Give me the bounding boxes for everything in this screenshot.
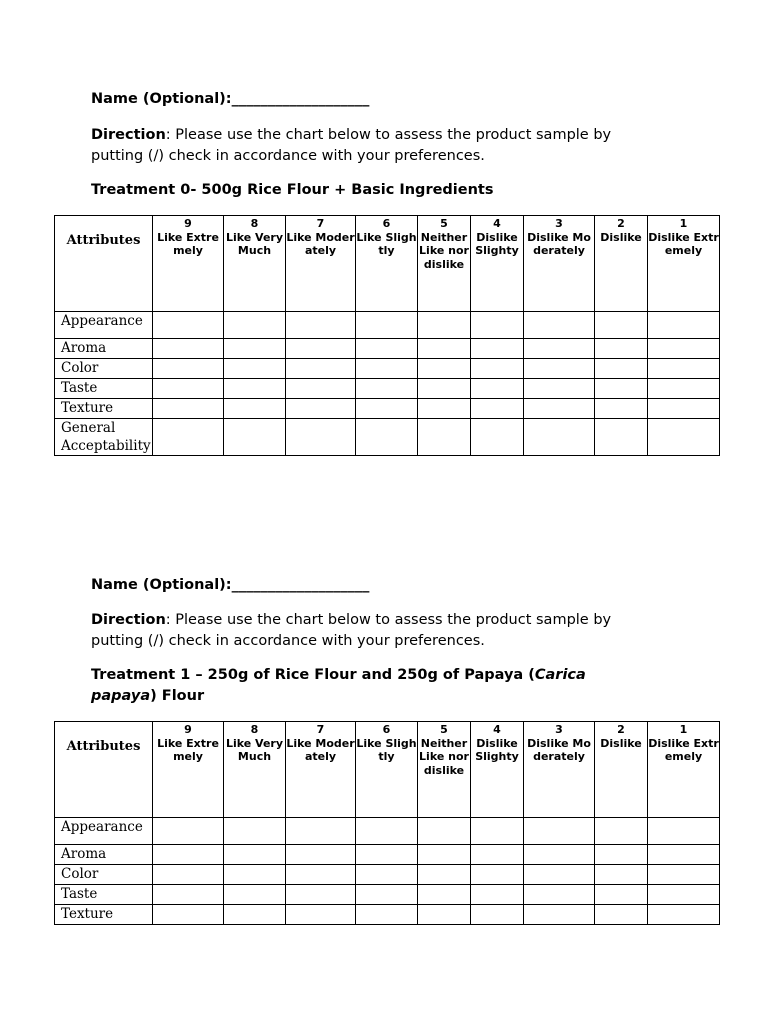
treatment-title [91, 180, 651, 201]
scale-header-5: 5 Neither Like nor dislike [418, 216, 471, 312]
rating-cell[interactable] [286, 379, 356, 399]
rating-cell[interactable] [524, 399, 595, 419]
rating-cell[interactable] [286, 419, 356, 456]
rating-cell[interactable] [356, 379, 418, 399]
rating-cell[interactable] [648, 905, 720, 925]
rating-cell[interactable] [224, 339, 286, 359]
scale-header-4: 4 Dislike Slighty [471, 216, 524, 312]
rating-cell[interactable] [224, 419, 286, 456]
rating-cell[interactable] [153, 885, 224, 905]
rating-cell[interactable] [524, 339, 595, 359]
scale-header-3: 3 Dislike Moderately [524, 216, 595, 312]
rating-cell[interactable] [286, 905, 356, 925]
rating-cell[interactable] [153, 865, 224, 885]
table-header-row [55, 722, 720, 818]
rating-cell[interactable] [648, 865, 720, 885]
attribute-label: General Acceptability [55, 419, 153, 456]
rating-cell[interactable] [356, 845, 418, 865]
rating-cell[interactable] [356, 359, 418, 379]
rating-cell[interactable] [418, 379, 471, 399]
scale-header-8: 8 Like Very Much [224, 216, 286, 312]
rating-cell[interactable] [524, 905, 595, 925]
rating-cell[interactable] [471, 419, 524, 456]
rating-cell[interactable] [153, 312, 224, 339]
rating-cell[interactable] [471, 865, 524, 885]
name-optional-label: Name (Optional):___________________ [91, 91, 370, 107]
rating-cell[interactable] [471, 359, 524, 379]
rating-cell[interactable] [153, 905, 224, 925]
attribute-label: Appearance [55, 312, 153, 339]
table-header-row [55, 216, 720, 312]
rating-cell[interactable] [471, 339, 524, 359]
rating-cell[interactable] [471, 399, 524, 419]
rating-cell[interactable] [648, 845, 720, 865]
attributes-header: Attributes [55, 216, 153, 312]
rating-cell[interactable] [471, 885, 524, 905]
rating-cell[interactable] [524, 359, 595, 379]
rating-cell[interactable] [595, 905, 648, 925]
rating-cell[interactable] [224, 818, 286, 845]
rating-cell[interactable] [418, 312, 471, 339]
rating-cell[interactable] [648, 818, 720, 845]
rating-cell[interactable] [153, 845, 224, 865]
scale-header-8: 8 Like Very Much [224, 722, 286, 818]
rating-cell[interactable] [224, 905, 286, 925]
rating-cell[interactable] [286, 845, 356, 865]
scale-header-3: 3 Dislike Moderately [524, 722, 595, 818]
table-row [55, 399, 720, 419]
rating-cell[interactable] [356, 818, 418, 845]
scale-header-2: 2 Dislike [595, 722, 648, 818]
rating-cell[interactable] [648, 379, 720, 399]
rating-table [54, 721, 720, 925]
treatment-title-text: Treatment 1 – 250g of Rice Flour and 250g of Papaya ( [91, 667, 535, 683]
table-row [55, 359, 720, 379]
rating-cell[interactable] [595, 339, 648, 359]
attribute-label: Texture [55, 905, 153, 925]
rating-cell[interactable] [418, 885, 471, 905]
rating-cell[interactable] [286, 885, 356, 905]
rating-cell[interactable] [648, 339, 720, 359]
table-row [55, 845, 720, 865]
rating-cell[interactable] [595, 419, 648, 456]
table-row [55, 419, 720, 456]
direction-paragraph [91, 610, 651, 652]
rating-cell[interactable] [286, 339, 356, 359]
rating-cell[interactable] [224, 845, 286, 865]
rating-cell[interactable] [356, 419, 418, 456]
name-optional-label: Name (Optional):___________________ [91, 577, 370, 593]
attribute-label: Color [55, 359, 153, 379]
scale-header-4: 4 Dislike Slighty [471, 722, 524, 818]
rating-cell[interactable] [471, 845, 524, 865]
rating-cell[interactable] [595, 818, 648, 845]
attribute-label: Taste [55, 885, 153, 905]
rating-cell[interactable] [224, 312, 286, 339]
rating-cell[interactable] [153, 818, 224, 845]
rating-cell[interactable] [286, 312, 356, 339]
rating-cell[interactable] [153, 339, 224, 359]
direction-label: Direction [91, 612, 166, 628]
treatment-title-suffix: ) Flour [150, 688, 205, 704]
rating-cell[interactable] [356, 339, 418, 359]
rating-cell[interactable] [418, 845, 471, 865]
attribute-label: Color [55, 865, 153, 885]
rating-cell[interactable] [418, 818, 471, 845]
rating-cell[interactable] [286, 399, 356, 419]
scale-header-1: 1 Dislike Extremely [648, 722, 720, 818]
rating-cell[interactable] [224, 399, 286, 419]
table-row [55, 379, 720, 399]
rating-cell[interactable] [224, 379, 286, 399]
rating-cell[interactable] [471, 312, 524, 339]
rating-cell[interactable] [153, 419, 224, 456]
rating-cell[interactable] [286, 865, 356, 885]
scale-header-9: 9 Like Extremely [153, 216, 224, 312]
rating-cell[interactable] [471, 905, 524, 925]
rating-cell[interactable] [418, 339, 471, 359]
rating-cell[interactable] [471, 818, 524, 845]
rating-cell[interactable] [418, 419, 471, 456]
direction-text: : Please use the chart below to assess the product sample by putting (/) check in accordance with your preferences. [91, 612, 612, 649]
rating-cell[interactable] [286, 359, 356, 379]
rating-cell[interactable] [595, 312, 648, 339]
rating-cell[interactable] [595, 379, 648, 399]
scale-header-7: 7 Like Moderately [286, 216, 356, 312]
rating-cell[interactable] [356, 312, 418, 339]
scale-header-1: 1 Dislike Extremely [648, 216, 720, 312]
attribute-label: Texture [55, 399, 153, 419]
rating-cell[interactable] [648, 399, 720, 419]
rating-cell[interactable] [524, 818, 595, 845]
rating-cell[interactable] [524, 885, 595, 905]
rating-cell[interactable] [153, 379, 224, 399]
treatment-title-italic: Carica papaya [91, 667, 586, 704]
attribute-label: Appearance [55, 818, 153, 845]
rating-table [54, 215, 720, 456]
rating-cell[interactable] [595, 359, 648, 379]
rating-cell[interactable] [471, 379, 524, 399]
rating-cell[interactable] [524, 845, 595, 865]
rating-cell[interactable] [418, 359, 471, 379]
table-row [55, 865, 720, 885]
rating-cell[interactable] [356, 865, 418, 885]
rating-cell[interactable] [648, 885, 720, 905]
rating-cell[interactable] [286, 818, 356, 845]
rating-cell[interactable] [224, 865, 286, 885]
rating-cell[interactable] [648, 419, 720, 456]
rating-cell[interactable] [595, 845, 648, 865]
rating-cell[interactable] [524, 379, 595, 399]
attribute-label: Aroma [55, 845, 153, 865]
attribute-label: Taste [55, 379, 153, 399]
scale-header-6: 6 Like Slightly [356, 722, 418, 818]
rating-cell[interactable] [648, 312, 720, 339]
rating-cell[interactable] [595, 885, 648, 905]
table-row [55, 312, 720, 339]
scale-header-7: 7 Like Moderately [286, 722, 356, 818]
rating-cell[interactable] [224, 359, 286, 379]
rating-cell[interactable] [418, 905, 471, 925]
attribute-label: Aroma [55, 339, 153, 359]
rating-cell[interactable] [224, 885, 286, 905]
rating-cell[interactable] [356, 399, 418, 419]
rating-cell[interactable] [418, 865, 471, 885]
treatment-title [91, 665, 651, 707]
rating-cell[interactable] [418, 399, 471, 419]
attributes-header: Attributes [55, 722, 153, 818]
direction-label: Direction [91, 127, 166, 143]
scale-header-6: 6 Like Slightly [356, 216, 418, 312]
rating-cell[interactable] [648, 359, 720, 379]
scale-header-2: 2 Dislike [595, 216, 648, 312]
rating-cell[interactable] [153, 359, 224, 379]
rating-cell[interactable] [524, 312, 595, 339]
table-row [55, 339, 720, 359]
direction-paragraph [91, 125, 651, 167]
direction-text: : Please use the chart below to assess the product sample by putting (/) check in accordance with your preferences. [91, 127, 612, 164]
rating-cell[interactable] [356, 885, 418, 905]
table-row [55, 818, 720, 845]
rating-cell[interactable] [153, 399, 224, 419]
treatment-title-text: Treatment 0- 500g Rice Flour + Basic Ingredients [91, 182, 494, 198]
scale-header-9: 9 Like Extremely [153, 722, 224, 818]
rating-cell[interactable] [524, 865, 595, 885]
rating-cell[interactable] [595, 399, 648, 419]
rating-cell[interactable] [524, 419, 595, 456]
table-row [55, 905, 720, 925]
scale-header-5: 5 Neither Like nor dislike [418, 722, 471, 818]
rating-cell[interactable] [356, 905, 418, 925]
table-row [55, 885, 720, 905]
rating-cell[interactable] [595, 865, 648, 885]
